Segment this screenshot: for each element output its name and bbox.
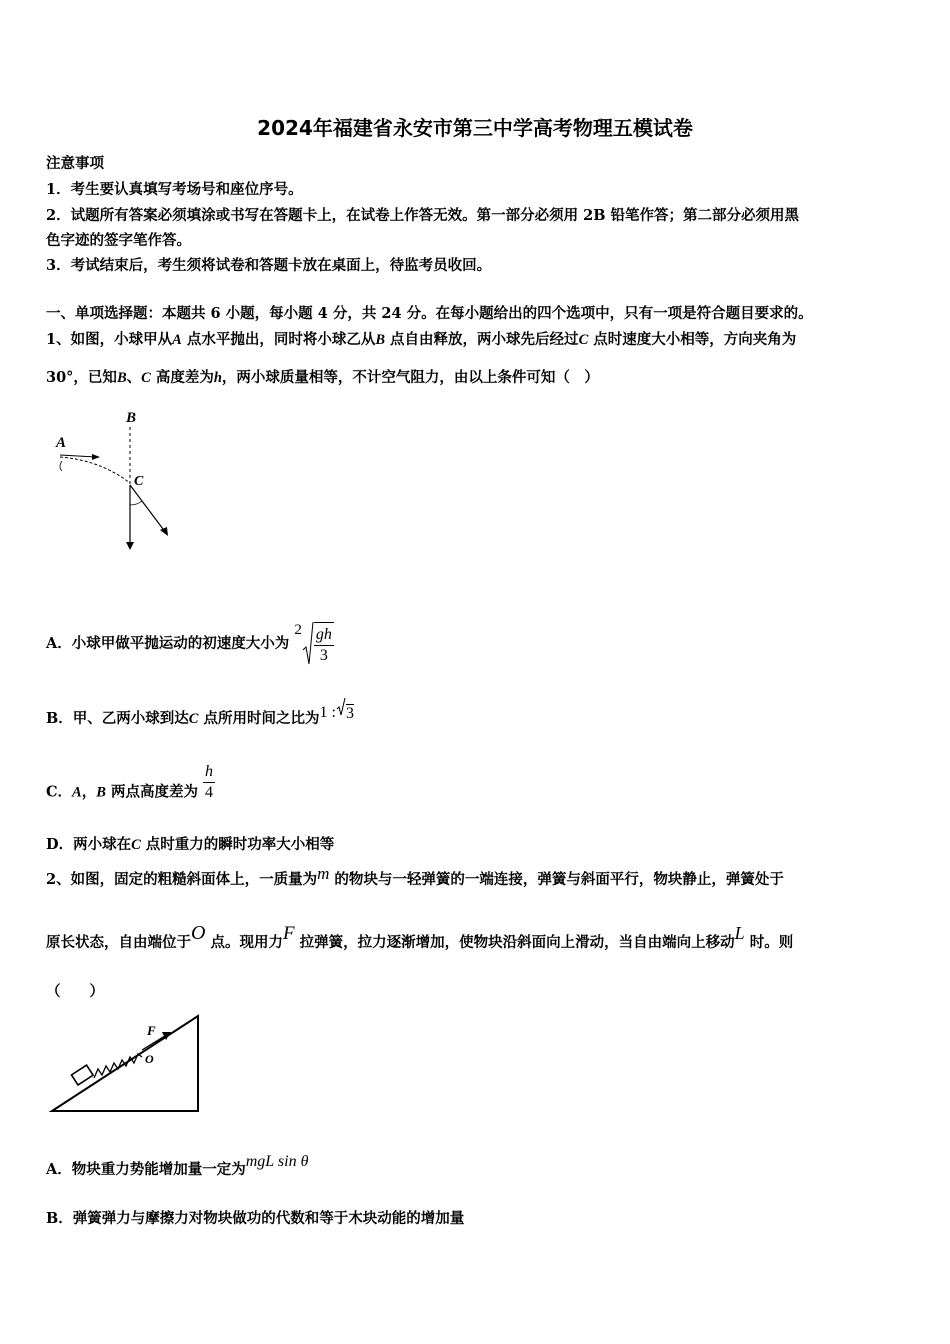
q2-text: 2、如图，固定的粗糙斜面体上，一质量为 [46,871,318,888]
q2-var-f: F [283,923,295,944]
q1-option-c-text: 两点高度差为 [105,783,198,801]
q1-option-c-fraction [203,762,215,803]
q2-text: 时。则 [744,934,794,951]
q2-stem-line3: （ ） [46,983,104,1000]
q1-var-b: B [375,332,385,348]
q1-oblique-arrow [130,485,166,533]
q1-option-b-var-c: C [188,711,199,727]
q1-text: 1、如图，小球甲从 [46,331,173,348]
q2-text: 的物块与一轻弹簧的一端连接，弹簧与斜面平行，物块静止，弹簧处于 [329,871,784,888]
q1-option-b [46,703,354,729]
notice-item-1: 1．考生要认真填写考场号和座位序号。 [46,181,303,198]
q1-option-d-text: 点时重力的瞬时功率大小相等 [140,836,335,853]
q1-stem-line1 [46,328,796,349]
q1-text: 、 [126,369,142,386]
q1-option-c-den: 4 [205,784,214,801]
q1-option-b-root: 3 [345,704,354,722]
q1-figure-label-c: C [134,474,144,489]
q1-var-c: C [578,332,589,348]
q1-figure-label-a: A [56,435,67,451]
q1-arrowhead-down [126,542,134,550]
q2-var-m: m [317,864,330,883]
q2-option-a-text: A．物块重力势能增加量一定为 [46,1161,246,1178]
q1-option-c [46,763,215,813]
q1-option-a-fraction [314,622,334,666]
q1-horizontal-velocity [60,455,96,457]
q1-text: 点时速度大小相等，方向夹角为 [588,331,797,348]
q1-option-b-text: B．甲、乙两小球到达 [46,710,189,727]
q2-text: 点。现用力 [205,934,284,951]
q1-option-a-text: A．小球甲做平抛运动的初速度大小为 [46,635,290,652]
q2-option-b: B．弹簧弹力与摩擦力对物块做功的代数和等于木块动能的增加量 [46,1210,465,1227]
q1-text: 点水平抛出，同时将小球乙从 [181,331,376,348]
q1-option-a [46,620,334,668]
q1-option-c-num: h [203,762,215,783]
q1-option-d-var-c: C [131,837,141,853]
q2-text: 原长状态，自由端位于 [46,934,191,951]
q1-option-c-var-a: A [72,784,82,801]
q1-text: 点自由释放，两小球先后经过 [385,331,579,348]
q1-option-c-var-b: B [96,784,106,801]
notice-heading: 注意事项 [46,155,104,172]
q1-option-d [46,833,334,854]
section-heading: 一、单项选择题：本题共 6 小题，每小题 4 分，共 24 分。在每小题给出的四个选项中，只有一项是符合题目要求的。 [46,305,813,322]
q1-option-a-num: gh [314,625,334,646]
q1-var-h: h [213,370,222,386]
q1-option-b-radical [336,697,346,717]
q2-block [71,1065,93,1085]
q1-angle-arc [130,501,142,505]
q1-option-d-text: D．两小球在 [46,836,132,853]
q2-stem-line1 [46,864,784,889]
q2-figure-label-f: F [147,1023,156,1038]
q1-figure-label-b: B [126,410,137,426]
q1-option-b-ratio: 1 : [319,704,336,721]
q1-option-a-coef: 2 [294,621,302,638]
q1-option-a-radical [302,620,314,668]
q2-option-a-math: mgL sin θ [245,1153,309,1170]
q1-text: 高度差为 [150,369,214,386]
q1-var-b: B [116,370,127,386]
q1-option-b-text: 点所用时间之比为 [198,710,320,727]
q1-option-c-text: C． [46,783,73,801]
q2-text: 拉弹簧，拉力逐渐增加，使物块沿斜面向上滑动，当自由端向上移动 [294,934,735,951]
page-title: 2024年福建省永安市第三中学高考物理五模试卷 [257,116,693,140]
q1-text: ，两小球质量相等，不计空气阻力，由以上条件可知（ ） [221,369,599,386]
q2-figure-label-o: O [145,1052,154,1066]
q2-stem-line2 [46,922,794,953]
q1-figure [50,405,180,555]
notice-item-3: 3．考试结束后，考生须将试卷和答题卡放在桌面上，待监考员收回。 [46,257,492,274]
q1-arrowhead-oblique [160,527,168,536]
q1-var-a: A [172,332,182,348]
q1-small-arc [60,461,62,471]
q1-option-c-text: ， [81,783,97,801]
notice-item-2: 2．试题所有答案必须填涂或书写在答题卡上，在试卷上作答无效。第一部分必须用 2B 铅笔作答；第二部分必须用黑 [46,207,800,224]
q2-option-a [46,1153,309,1179]
notice-item-2-cont: 色字迹的签字笔作答。 [46,232,191,249]
q2-figure [48,1012,208,1117]
q1-stem-line2 [46,366,599,387]
q1-var-c: C [141,370,151,386]
q1-trajectory [60,457,130,483]
q1-option-a-den: 3 [319,647,328,664]
q2-var-o: O [191,922,206,944]
q1-arrowhead-right [92,454,100,460]
q2-var-l: L [734,923,745,943]
q1-text: 30°，已知 [46,369,117,386]
